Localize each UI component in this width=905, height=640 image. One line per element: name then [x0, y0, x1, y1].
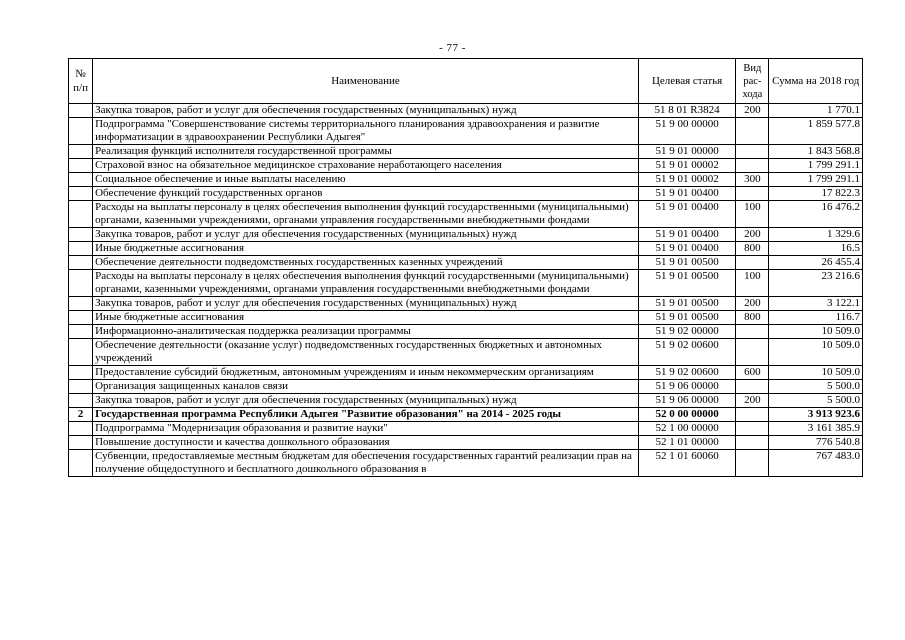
- row-name: Закупка товаров, работ и услуг для обеспечения государственных (муниципальных) нужд: [93, 228, 639, 242]
- row-code: 51 9 01 00002: [638, 159, 735, 173]
- row-name: Расходы на выплаты персоналу в целях обеспечения выполнения функций государственными (муниципальными) органами, казенными учреждениями, органами управления государственными внебюджетными фондами: [93, 201, 639, 228]
- row-code: 51 9 01 00400: [638, 242, 735, 256]
- row-expense-type: 100: [736, 270, 769, 297]
- row-sum: 1 770.1: [769, 104, 863, 118]
- row-num: [69, 145, 93, 159]
- row-sum: 1 859 577.8: [769, 118, 863, 145]
- row-code: 52 1 00 00000: [638, 422, 735, 436]
- table-row: [69, 256, 863, 270]
- row-name: Закупка товаров, работ и услуг для обеспечения государственных (муниципальных) нужд: [93, 394, 639, 408]
- row-expense-type: [736, 380, 769, 394]
- row-sum: 10 509.0: [769, 325, 863, 339]
- header-code: Целевая статья: [638, 59, 735, 104]
- row-code: 52 1 01 60060: [638, 450, 735, 477]
- row-expense-type: 100: [736, 201, 769, 228]
- row-sum: 3 161 385.9: [769, 422, 863, 436]
- row-num: [69, 450, 93, 477]
- row-code: 51 9 02 00000: [638, 325, 735, 339]
- row-num: [69, 339, 93, 366]
- row-code: 51 9 02 00600: [638, 366, 735, 380]
- page-number: - 77 -: [439, 42, 466, 54]
- table-row: [69, 422, 863, 436]
- table-row: [69, 297, 863, 311]
- row-expense-type: 200: [736, 104, 769, 118]
- row-name: Обеспечение функций государственных органов: [93, 187, 639, 201]
- row-sum: 16 476.2: [769, 201, 863, 228]
- row-num: [69, 242, 93, 256]
- row-num: [69, 380, 93, 394]
- table-row: [69, 311, 863, 325]
- table-row: [69, 173, 863, 187]
- row-expense-type: [736, 408, 769, 422]
- row-name: Субвенции, предоставляемые местным бюджетам для обеспечения государственных гарантий реализации прав на получение общедоступного и бесплатного дошкольного образования в: [93, 450, 639, 477]
- row-num: [69, 270, 93, 297]
- row-sum: 116.7: [769, 311, 863, 325]
- row-name: Страховой взнос на обязательное медицинское страхование неработающего населения: [93, 159, 639, 173]
- table-row: [69, 145, 863, 159]
- table-row: [69, 450, 863, 477]
- row-code: 51 9 01 00002: [638, 173, 735, 187]
- row-name: Обеспечение деятельности (оказание услуг) подведомственных государственных бюджетных и автономных учреждений: [93, 339, 639, 366]
- row-name: Повышение доступности и качества дошкольного образования: [93, 436, 639, 450]
- row-sum: 1 799 291.1: [769, 159, 863, 173]
- row-code: 51 9 01 00500: [638, 297, 735, 311]
- budget-table: [68, 58, 863, 477]
- row-sum: 5 500.0: [769, 380, 863, 394]
- row-name: Иные бюджетные ассигнования: [93, 311, 639, 325]
- row-expense-type: [736, 422, 769, 436]
- table-row: [69, 201, 863, 228]
- table-row: [69, 380, 863, 394]
- table-row: [69, 325, 863, 339]
- row-name: Подпрограмма "Модернизация образования и развитие науки": [93, 422, 639, 436]
- row-num: [69, 366, 93, 380]
- row-sum: 26 455.4: [769, 256, 863, 270]
- row-name: Государственная программа Республики Адыгея "Развитие образования" на 2014 - 2025 годы: [93, 408, 639, 422]
- row-expense-type: 800: [736, 311, 769, 325]
- row-expense-type: 200: [736, 297, 769, 311]
- row-name: Предоставление субсидий бюджетным, автономным учреждениям и иным некоммерческим организациям: [93, 366, 639, 380]
- row-code: 51 9 02 00600: [638, 339, 735, 366]
- row-num: [69, 187, 93, 201]
- row-expense-type: 200: [736, 394, 769, 408]
- row-num: [69, 394, 93, 408]
- row-sum: 5 500.0: [769, 394, 863, 408]
- row-expense-type: [736, 159, 769, 173]
- table-row: [69, 436, 863, 450]
- row-num: [69, 325, 93, 339]
- table-row: [69, 270, 863, 297]
- row-code: 52 0 00 00000: [638, 408, 735, 422]
- header-sum: Сумма на 2018 год: [769, 59, 863, 104]
- row-num: [69, 256, 93, 270]
- row-sum: 16.5: [769, 242, 863, 256]
- row-num: [69, 422, 93, 436]
- row-num: [69, 436, 93, 450]
- row-name: Организация защищенных каналов связи: [93, 380, 639, 394]
- row-code: 51 9 01 00500: [638, 270, 735, 297]
- row-name: Обеспечение деятельности подведомственных государственных казенных учреждений: [93, 256, 639, 270]
- row-sum: 767 483.0: [769, 450, 863, 477]
- row-num: [69, 159, 93, 173]
- table-row: [69, 242, 863, 256]
- row-code: 51 9 00 00000: [638, 118, 735, 145]
- row-num: [69, 173, 93, 187]
- row-name: Социальное обеспечение и иные выплаты населению: [93, 173, 639, 187]
- table-row: [69, 394, 863, 408]
- table-row: [69, 118, 863, 145]
- row-expense-type: [736, 450, 769, 477]
- table-row: [69, 159, 863, 173]
- row-name: Закупка товаров, работ и услуг для обеспечения государственных (муниципальных) нужд: [93, 104, 639, 118]
- table-row: [69, 366, 863, 380]
- row-num: [69, 311, 93, 325]
- row-name: Расходы на выплаты персоналу в целях обеспечения выполнения функций государственными (муниципальными) органами, казенными учреждениями, органами управления государственными внебюджетными фондами: [93, 270, 639, 297]
- row-code: 51 9 01 00400: [638, 201, 735, 228]
- table-header-row: [69, 59, 863, 104]
- row-code: 52 1 01 00000: [638, 436, 735, 450]
- row-expense-type: [736, 325, 769, 339]
- row-expense-type: [736, 256, 769, 270]
- row-num: [69, 201, 93, 228]
- row-code: 51 9 01 00400: [638, 228, 735, 242]
- row-num: [69, 297, 93, 311]
- row-sum: 17 822.3: [769, 187, 863, 201]
- row-sum: 776 540.8: [769, 436, 863, 450]
- row-num: [69, 104, 93, 118]
- table-row: [69, 408, 863, 422]
- row-code: 51 9 06 00000: [638, 380, 735, 394]
- row-code: 51 9 06 00000: [638, 394, 735, 408]
- row-num: [69, 228, 93, 242]
- row-sum: 3 913 923.6: [769, 408, 863, 422]
- row-code: 51 8 01 R3824: [638, 104, 735, 118]
- row-expense-type: [736, 339, 769, 366]
- row-sum: 1 329.6: [769, 228, 863, 242]
- row-sum: 3 122.1: [769, 297, 863, 311]
- table-body: [69, 104, 863, 477]
- table-row: [69, 228, 863, 242]
- row-name: Реализация функций исполнителя государственной программы: [93, 145, 639, 159]
- row-code: 51 9 01 00000: [638, 145, 735, 159]
- row-sum: 10 509.0: [769, 366, 863, 380]
- header-num: № п/п: [69, 59, 93, 104]
- row-name: Информационно-аналитическая поддержка реализации программы: [93, 325, 639, 339]
- row-num: 2: [69, 408, 93, 422]
- row-name: Иные бюджетные ассигнования: [93, 242, 639, 256]
- row-code: 51 9 01 00400: [638, 187, 735, 201]
- row-expense-type: [736, 436, 769, 450]
- row-sum: 1 799 291.1: [769, 173, 863, 187]
- header-expense-type: Вид рас-хода: [736, 59, 769, 104]
- row-expense-type: [736, 187, 769, 201]
- row-expense-type: [736, 145, 769, 159]
- row-sum: 1 843 568.8: [769, 145, 863, 159]
- row-name: Закупка товаров, работ и услуг для обеспечения государственных (муниципальных) нужд: [93, 297, 639, 311]
- row-expense-type: 800: [736, 242, 769, 256]
- row-code: 51 9 01 00500: [638, 311, 735, 325]
- row-expense-type: 300: [736, 173, 769, 187]
- row-sum: 10 509.0: [769, 339, 863, 366]
- table-row: [69, 104, 863, 118]
- row-expense-type: 200: [736, 228, 769, 242]
- row-sum: 23 216.6: [769, 270, 863, 297]
- row-name: Подпрограмма "Совершенствование системы территориального планирования здравоохранения и развитие информатизации в здравоохранении Республики Адыгея": [93, 118, 639, 145]
- table-row: [69, 187, 863, 201]
- row-expense-type: 600: [736, 366, 769, 380]
- row-expense-type: [736, 118, 769, 145]
- header-name: Наименование: [93, 59, 639, 104]
- row-code: 51 9 01 00500: [638, 256, 735, 270]
- table-row: [69, 339, 863, 366]
- row-num: [69, 118, 93, 145]
